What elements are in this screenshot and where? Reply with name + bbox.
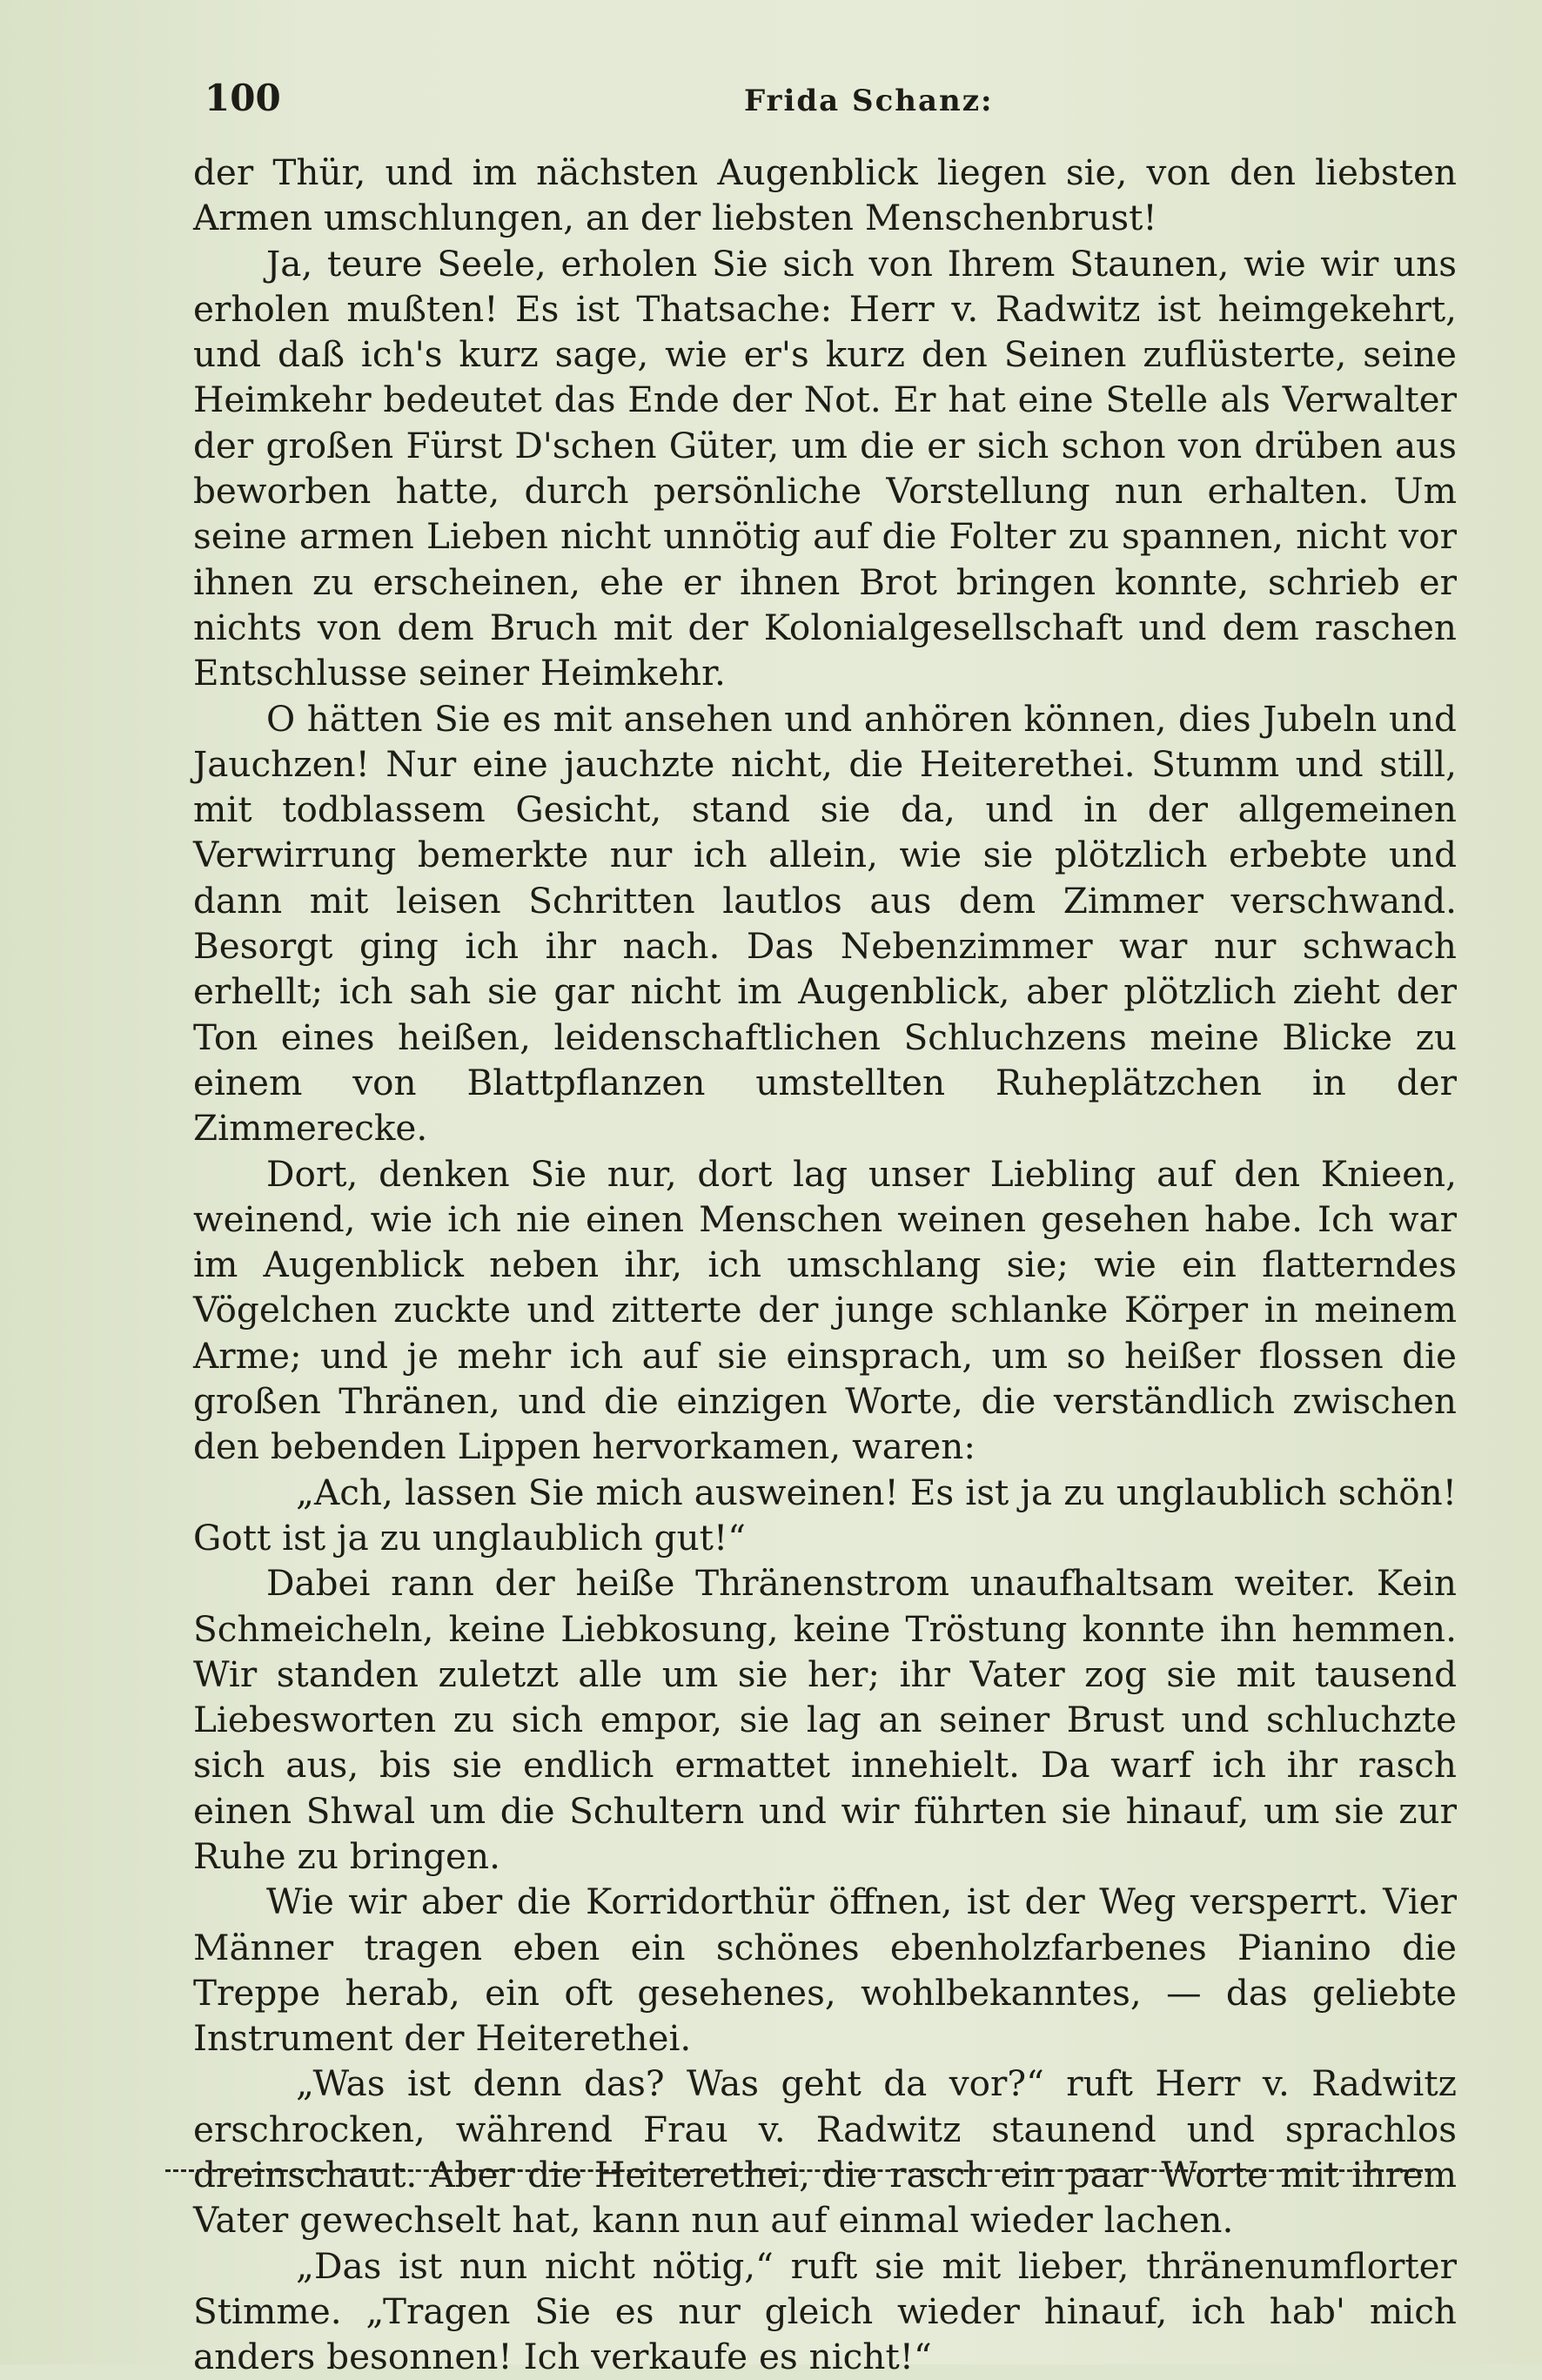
paragraph: „Das ist nun nicht nötig,“ ruft sie mit lieber, thränenumflorter Stimme. „Tragen Sie es nur gleich wieder hinauf, ich hab' mich anders besonnen! Ich verkaufe es nicht!“ bbox=[193, 2244, 1457, 2378]
page-header bbox=[204, 77, 1458, 129]
paragraph: „Was ist denn das? Was geht da vor?“ ruft Herr v. Radwitz erschrocken, während Frau v. Radwitz staunend und sprachlos dreinschaut. Aber die Heiterethei, die rasch ein paar Worte mit ihrem Vater gewechselt hat, kann nun auf einmal wieder lachen. bbox=[193, 2062, 1457, 2242]
section-divider bbox=[165, 2169, 1431, 2172]
quoted-speech: „Ach, lassen Sie mich ausweinen! Es ist ja zu unglaublich schön! Gott ist ja zu unglaublich gut!“ bbox=[193, 1471, 1457, 1559]
paragraph: der Thür, und im nächsten Augenblick liegen sie, von den liebsten Armen umschlungen, an der liebsten Menschenbrust! bbox=[193, 151, 1457, 239]
body-text bbox=[193, 150, 1457, 2380]
page-number: 100 bbox=[204, 77, 281, 119]
paragraph: Dabei rann der heiße Thränenstrom unaufhaltsam weiter. Kein Schmeicheln, keine Liebkosung, keine Tröstung konnte ihn hemmen. Wir standen zuletzt alle um sie her; ihr Vater zog sie mit tausend Liebesworten zu sich empor, sie lag an seiner Brust und schluchzte sich aus, bis sie endlich ermattet innehielt. Da warf ich ihr rasch einen Shwal um die Schultern und wir führten sie hinauf, um sie zur Ruhe zu bringen. bbox=[193, 1562, 1457, 1877]
paragraph: O hätten Sie es mit ansehen und anhören können, dies Jubeln und Jauchzen! Nur eine jauchzte nicht, die Heiterethei. Stumm und still, mit todblassem Gesicht, stand sie da, und in der allgemeinen Verwirrung bemerkte nur ich allein, wie sie plötzlich erbebte und dann mit leisen Schritten lautlos aus dem Zimmer verschwand. Besorgt ging ich ihr nach. Das Nebenzimmer war nur schwach erhellt; ich sah sie gar nicht im Augenblick, aber plötzlich zieht der Ton eines heißen, leidenschaftlichen Schluchzens meine Blicke zu einem von Blattpflanzen umstellten Ruheplätzchen in der Zimmerecke. bbox=[193, 697, 1457, 1150]
paragraph: Ja, teure Seele, erholen Sie sich von Ihrem Staunen, wie wir uns erholen mußten! Es ist Thatsache: Herr v. Radwitz ist heimgekehrt, und daß ich's kurz sage, wie er's kurz den Seinen zuflüsterte, seine Heimkehr bedeutet das Ende der Not. Er hat eine Stelle als Verwalter der großen Fürst D'schen Güter, um die er sich schon von drüben aus beworben hatte, durch persönliche Vorstellung nun erhalten. Um seine armen Lieben nicht unnötig auf die Folter zu spannen, nicht vor ihnen zu erscheinen, ehe er ihnen Brot bringen konnte, schrieb er nichts von dem Bruch mit der Kolonialgesellschaft und dem raschen Entschlusse seiner Heimkehr. bbox=[193, 242, 1457, 694]
paragraph: Dort, denken Sie nur, dort lag unser Liebling auf den Knieen, weinend, wie ich nie einen Menschen weinen gesehen habe. Ich war im Augenblick neben ihr, ich umschlang sie; wie ein flatterndes Vögelchen zuckte und zitterte der junge schlanke Körper in meinem Arme; und je mehr ich auf sie einsprach, um so heißer flossen die großen Thränen, und die einzigen Worte, die verständlich zwischen den bebenden Lippen hervorkamen, waren: bbox=[193, 1152, 1457, 1468]
paragraph: Wie wir aber die Korridorthür öffnen, ist der Weg versperrt. Vier Männer tragen eben ein schönes ebenholzfarbenes Pianino die Treppe herab, ein oft gesehenes, wohlbekanntes, — das geliebte Instrument der Heiterethei. bbox=[193, 1881, 1457, 2060]
running-head: Frida Schanz: bbox=[744, 84, 994, 118]
